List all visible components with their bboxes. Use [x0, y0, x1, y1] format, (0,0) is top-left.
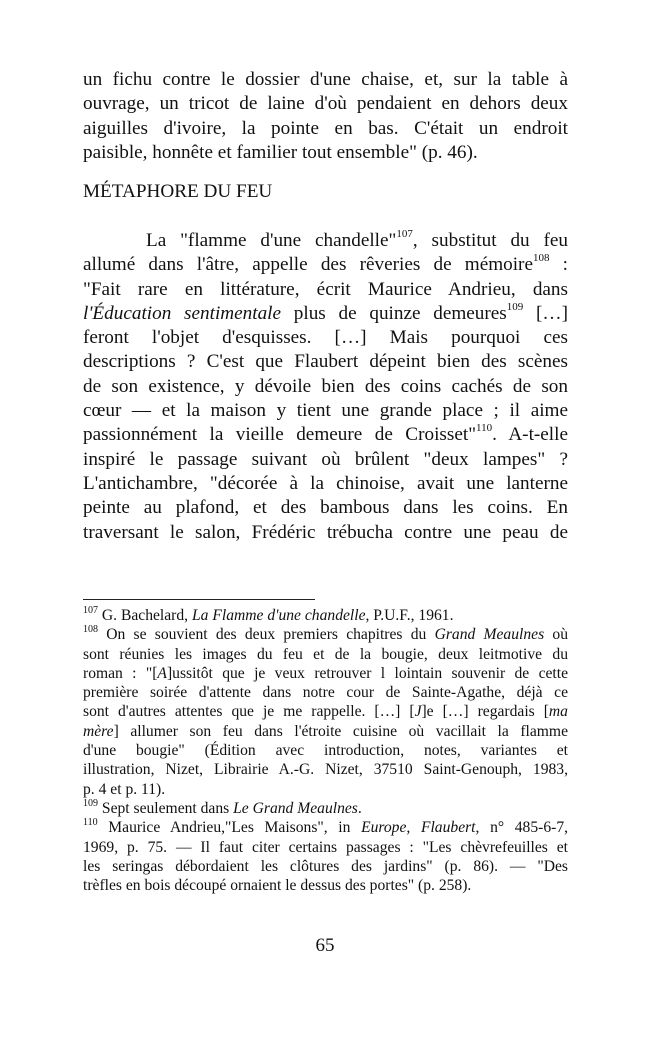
- footnote-number: 110: [83, 817, 98, 829]
- text-span: ]ussitôt que je veux retrouver l lointain souvenir de cette: [166, 664, 568, 682]
- text-span: où: [544, 626, 568, 644]
- italic-text: J: [414, 703, 422, 721]
- text-line: ouvrage, un tricot de laine d'où pendaient en dehors deux: [83, 93, 568, 115]
- text-span: Maurice Andrieu,"Les Maisons", in: [97, 819, 362, 837]
- footnote-110-line: 1969, p. 75. — Il faut citer certains passages : "Les chèvrefeuilles et: [83, 838, 568, 856]
- italic-title: Europe, Flaubert: [361, 819, 476, 837]
- footnote-ref-108[interactable]: 108: [532, 251, 550, 264]
- footnote-110-line: [83, 818, 568, 837]
- paragraph-metaphore: [83, 229, 568, 545]
- text-span: […]: [523, 302, 568, 324]
- footnote-108-line: [83, 664, 568, 683]
- text-span: . A-t-elle: [492, 424, 568, 446]
- text-span: ] allumer son feu dans l'étroite cuisine où vacillait la flamme: [113, 722, 568, 740]
- text-span: passionnément la vieille demeure de Croisset": [83, 424, 477, 446]
- italic-title: l'Éducation sentimentale: [83, 302, 282, 324]
- text-line: peinte au plafond, et des bambous dans les coins. En: [83, 497, 568, 519]
- text-span: , substitut du feu: [412, 230, 568, 251]
- text-line: aiguilles d'ivoire, la pointe en bas. C'était un endroit: [83, 117, 568, 139]
- text-span: .: [357, 799, 362, 817]
- footnote-110-line: les seringas débordaient les clôtures des jardins" (p. 86). — "Des: [83, 857, 568, 875]
- footnote-109: [83, 799, 568, 818]
- footnote-108-line: [83, 625, 568, 644]
- footnote-108-line: p. 4 et p. 11).: [83, 780, 166, 798]
- text-line: L'antichambre, "décorée à la chinoise, avait une lanterne: [83, 472, 568, 494]
- footnote-number: 109: [83, 797, 98, 809]
- text-line: "Fait rare en littérature, écrit Maurice Andrieu, dans: [83, 278, 568, 300]
- text-span: sont d'autres attentes que je me rappelle. […] [: [83, 703, 415, 721]
- text-span: Sept seulement dans: [98, 799, 234, 817]
- text-span: roman : "[: [83, 664, 158, 682]
- italic-text: A: [157, 664, 167, 682]
- footnote-ref-107[interactable]: 107: [396, 227, 413, 240]
- text-span: plus de quinze demeures: [281, 302, 507, 324]
- text-line: paisible, honnête et familier tout ensemble" (p. 46).: [83, 141, 478, 163]
- footnotes: [83, 606, 568, 895]
- footnote-108-line: [83, 722, 568, 741]
- text-span: ]e […] regardais [: [421, 703, 549, 721]
- text-line: inspiré le passage suivant où brûlent "deux lampes" ?: [83, 448, 568, 470]
- text-line: traversant le salon, Frédéric trébucha contre une peau de: [83, 521, 568, 543]
- section-heading: MÉTAPHORE DU FEU: [83, 181, 273, 202]
- text-line: de son existence, y dévoile bien des coins cachés de son: [83, 375, 568, 397]
- text-line: [83, 253, 568, 277]
- italic-text: mère: [83, 722, 114, 740]
- page-number: 65: [315, 935, 335, 956]
- footnote-separator: [83, 599, 315, 600]
- text-line: descriptions ? C'est que Flaubert dépeint bien des scènes: [83, 351, 568, 373]
- footnote-108-line: d'une bougie" (Édition avec introduction, notes, variantes et: [83, 742, 568, 760]
- italic-title: La Flamme d'une chandelle: [191, 607, 366, 624]
- footnote-108-line: illustration, Nizet, Librairie A.-G. Nizet, 37510 Saint-Genouph, 1983,: [83, 761, 568, 779]
- text-line: [83, 423, 568, 447]
- italic-title: Le Grand Meaulnes: [233, 799, 358, 817]
- text-span: On se souvient des deux premiers chapitres du: [98, 626, 435, 644]
- text-span: G. Bachelard,: [98, 607, 192, 624]
- text-span: allumé dans l'âtre, appelle des rêveries de mémoire: [83, 254, 533, 276]
- footnote-108-line: sont réunies les images du feu et de la bougie, deux leitmotive du: [83, 645, 568, 663]
- footnote-108-line: [83, 702, 568, 721]
- footnote-number: 107: [83, 604, 98, 616]
- footnote-108-line: première soirée d'attente dans notre cour de Sainte-Agathe, déjà ce: [83, 684, 568, 702]
- footnote-ref-109[interactable]: 109: [506, 300, 524, 313]
- footnote-number: 108: [83, 624, 98, 636]
- text-line: cœur — et la maison y tient une grande place ; il aime: [83, 400, 568, 422]
- text-span: , P.U.F., 1961.: [365, 607, 454, 624]
- text-span: , n° 485-6-7,: [475, 819, 569, 837]
- text-line: feront l'objet d'esquisses. […] Mais pourquoi ces: [83, 327, 568, 349]
- italic-title: Grand Meaulnes: [434, 626, 545, 644]
- footnote-107: [83, 606, 568, 625]
- text-line: [83, 302, 568, 326]
- text-span: La "flamme d'une chandelle": [146, 230, 397, 251]
- italic-text: ma: [548, 703, 568, 721]
- footnote-ref-110[interactable]: 110: [476, 421, 493, 434]
- text-span: :: [549, 254, 568, 276]
- footnote-110-line: trèfles en bois découpé ornaient le dessus des portes" (p. 258).: [83, 877, 472, 895]
- text-line: [83, 229, 568, 253]
- text-line: un fichu contre le dossier d'une chaise, et, sur la table à: [83, 69, 568, 90]
- paragraph-continued: [83, 68, 568, 165]
